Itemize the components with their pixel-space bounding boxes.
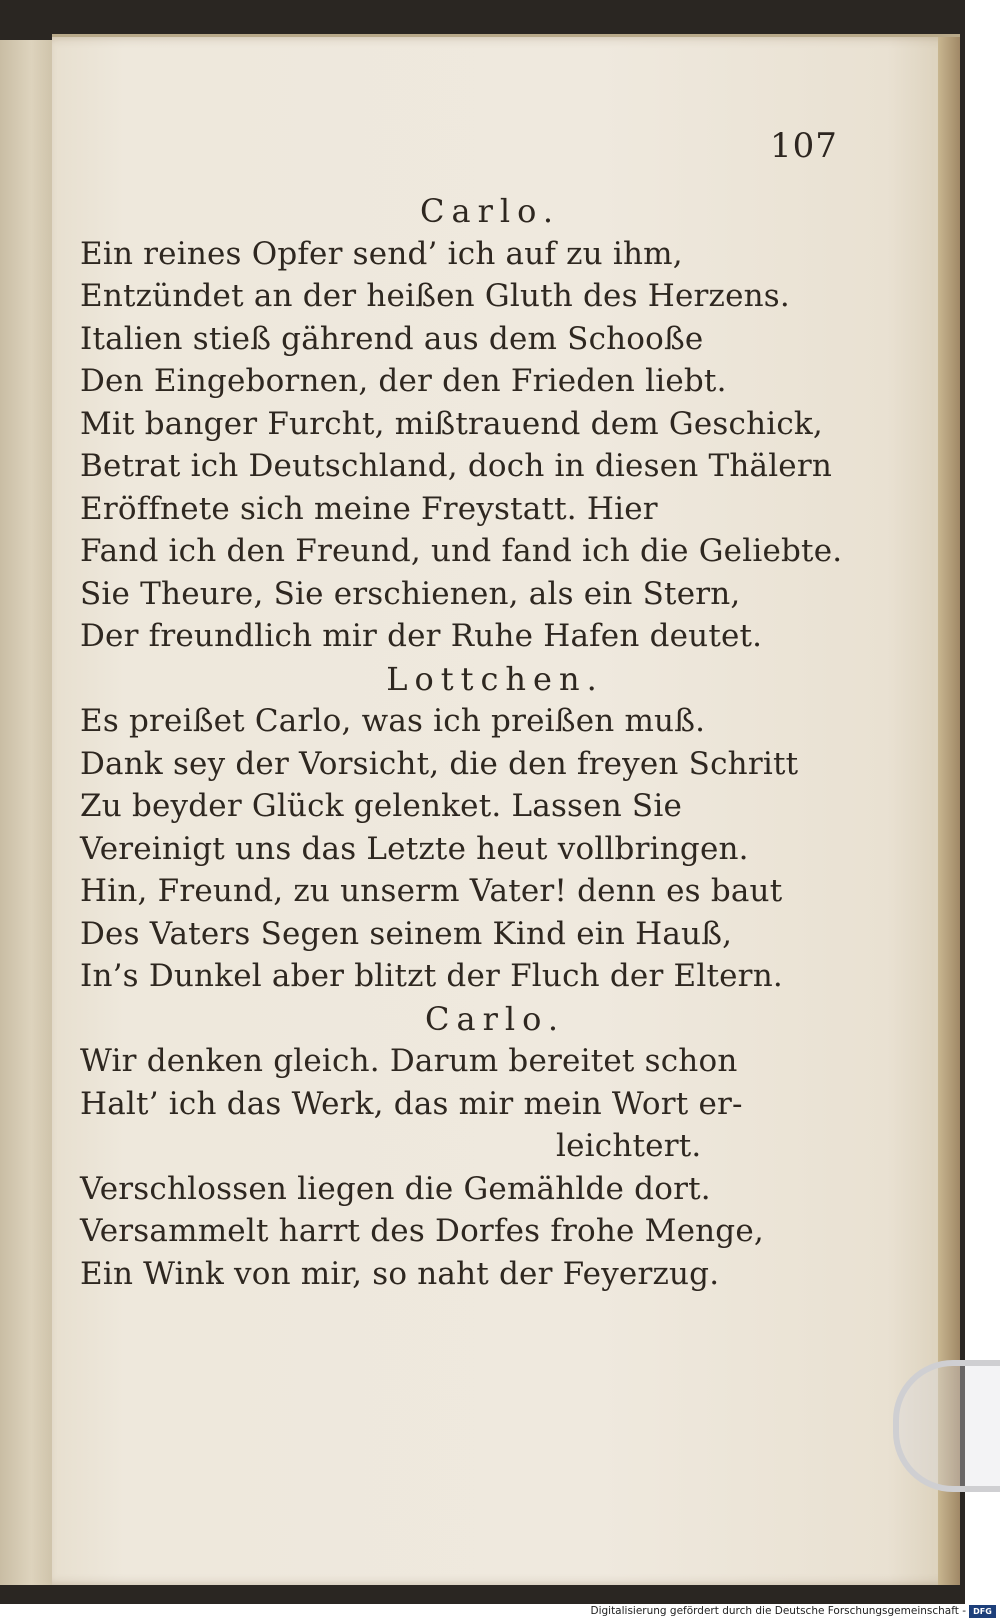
verse-line: Fand ich den Freund, und fand ich die Geliebte. <box>80 533 843 569</box>
verse-line: In’s Dunkel aber blitzt der Fluch der Eltern. <box>80 958 783 994</box>
verse-line: Vereinigt uns das Letzte heut vollbringen. <box>80 830 749 867</box>
verse-line: Ein reines Opfer send’ ich auf zu ihm, <box>80 235 683 272</box>
verse-line: Entzündet an der heißen Gluth des Herzens. <box>80 278 790 314</box>
verse-line: Mit banger Furcht, mißtrauend dem Geschick, <box>80 405 823 442</box>
verse-line: Ein Wink von mir, so naht der Feyerzug. <box>80 1255 720 1292</box>
verse-line: Halt’ ich das Werk, das mir mein Wort er- <box>80 1085 743 1122</box>
verse-line: Betrat ich Deutschland, doch in diesen Thälern <box>80 448 833 484</box>
verse-line: Italien stieß gährend aus dem Schooße <box>80 320 704 357</box>
verse-text <box>80 190 870 1295</box>
verse-line: Zu beyder Glück gelenket. Lassen Sie <box>80 788 683 824</box>
speaker-heading: Carlo. <box>425 999 565 1038</box>
page-number: 107 <box>770 126 838 166</box>
page-clip <box>893 1360 1000 1492</box>
verse-line: Des Vaters Segen seinem Kind ein Hauß, <box>80 915 733 952</box>
verse-line: Versammelt harrt des Dorfes frohe Menge, <box>80 1213 764 1249</box>
speaker-heading: Carlo. <box>420 192 560 230</box>
verse-line: Dank sey der Vorsicht, die den freyen Schritt <box>80 745 799 782</box>
verse-line-continuation: leichtert. <box>556 1128 702 1164</box>
verse-line: Sie Theure, Sie erschienen, als ein Stern, <box>80 575 741 612</box>
verse-line: Verschlossen liegen die Gemählde dort. <box>80 1170 711 1207</box>
verse-line: Eröffnete sich meine Freystatt. Hier <box>80 490 658 527</box>
verse-line: Es preißet Carlo, was ich preißen muß. <box>80 703 706 739</box>
page-fore-edge <box>938 37 960 1585</box>
verse-line: Der freundlich mir der Ruhe Hafen deutet. <box>80 618 763 654</box>
verse-line: Den Eingebornen, der den Frieden liebt. <box>80 363 727 399</box>
facing-page-edge <box>0 40 54 1585</box>
dfg-logo: DFG <box>969 1605 996 1618</box>
verse-line: Hin, Freund, zu unserm Vater! denn es baut <box>80 873 783 909</box>
footer-bar <box>0 1604 1000 1620</box>
verse-line: Wir denken gleich. Darum bereitet schon <box>80 1043 738 1079</box>
funding-note: Digitalisierung gefördert durch die Deutsche Forschungsgemeinschaft - <box>590 1605 966 1617</box>
speaker-heading: Lottchen. <box>386 659 604 698</box>
